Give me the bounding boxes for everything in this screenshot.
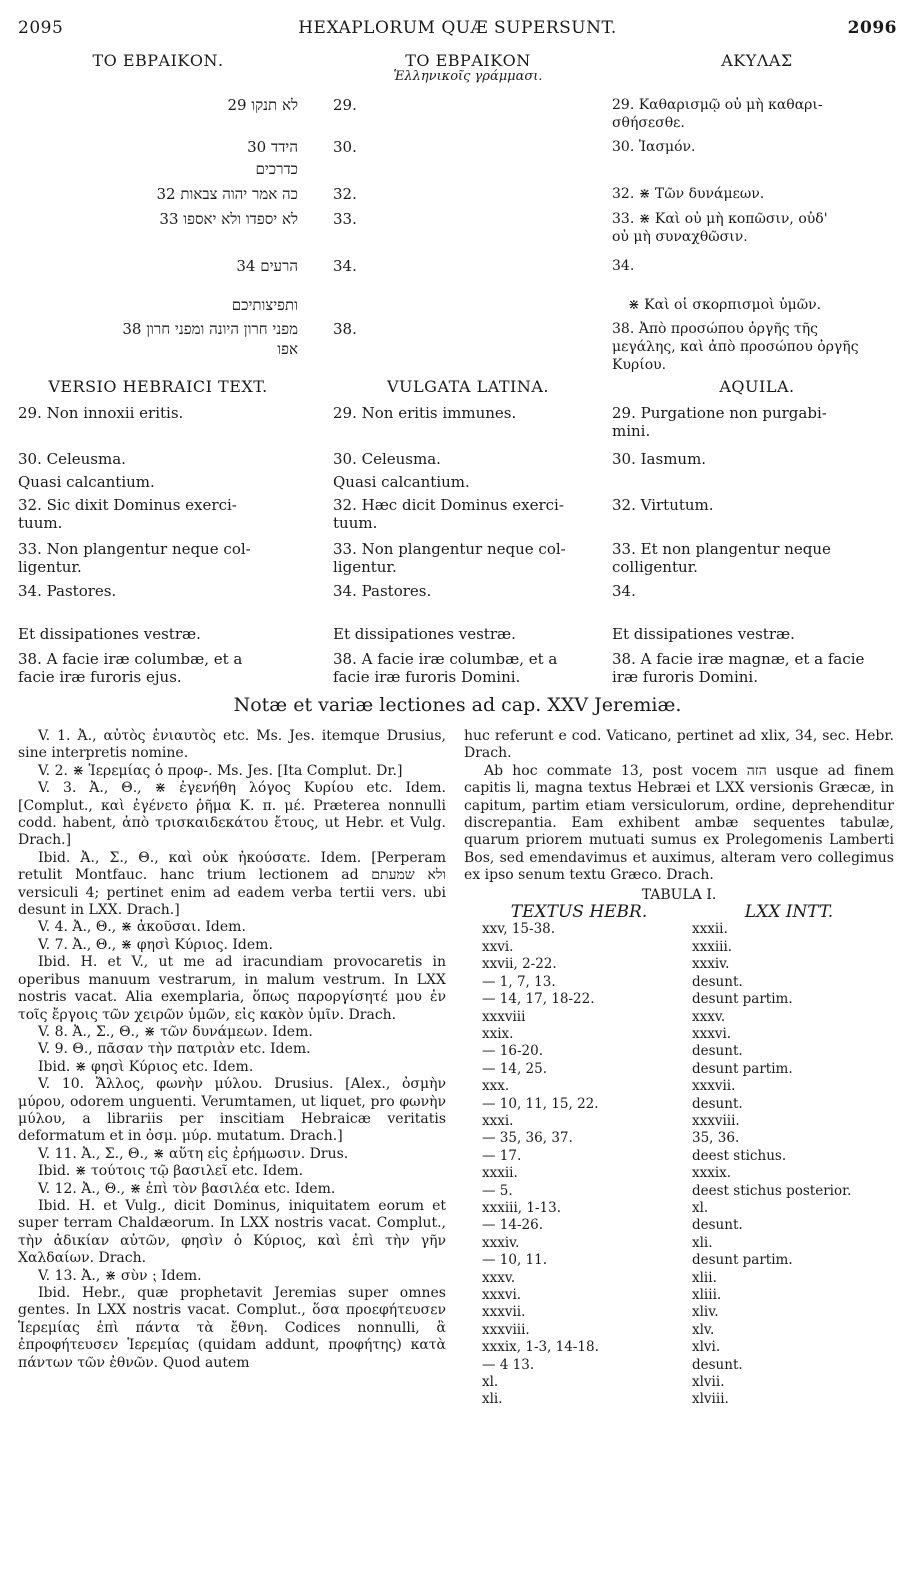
table-row — [464, 991, 894, 1008]
aquila-greek-line: σθήσεσθε. — [612, 115, 685, 131]
table-cell-lxx: desunt partim. — [692, 1060, 793, 1077]
note-paragraph: V. 8. Ἀ., Σ., Θ., ⋇ τῶν δυνάμεων. Idem. — [38, 1023, 313, 1040]
table-row — [464, 1252, 894, 1269]
translit-line: 33. — [333, 210, 357, 228]
table-row — [464, 1287, 894, 1304]
aquila-greek-column — [612, 52, 902, 70]
hebrew-line: מפני חרון היונה ומפני חרון 38 — [122, 320, 298, 338]
table-cell-lxx: deest stichus posterior. — [692, 1182, 852, 1199]
versio-line: tuum. — [18, 514, 63, 532]
table-cell-hebrew: xli. — [482, 1391, 503, 1408]
table-cell-lxx: deest stichus. — [692, 1147, 787, 1164]
table-cell-lxx: xli. — [692, 1234, 713, 1251]
table-cell-hebrew: xxxi. — [482, 1112, 514, 1129]
table-cell-lxx: 35, 36. — [692, 1130, 740, 1147]
table-row — [464, 1270, 894, 1287]
table-cell-lxx: xxxix. — [692, 1165, 732, 1182]
aquila-greek-line: 38. Ἀπὸ προσώπου ὀργῆς τῆς — [612, 321, 819, 337]
vulgata-line: 33. Non plangentur neque col- — [333, 540, 566, 558]
vulgata-line: facie iræ furoris Domini. — [333, 668, 521, 686]
table-row — [464, 1113, 894, 1130]
versio-line: 33. Non plangentur neque col- — [18, 540, 251, 558]
aquila-greek-line: 33. ⋇ Καὶ οὐ μὴ κοπῶσιν, οὐδ' — [612, 211, 828, 227]
vulgata-line: 34. Pastores. — [333, 582, 432, 600]
vulgata-line: tuum. — [333, 514, 378, 532]
translit-line: 32. — [333, 185, 357, 203]
table-col-lxx: LXX INTT. — [744, 902, 834, 923]
table-header — [464, 904, 894, 921]
table-cell-hebrew: xxxii. — [482, 1165, 518, 1182]
translit-column-head: ΤΟ ΕΒΡΑΙΚΟΝ — [405, 51, 531, 70]
versio-line: Quasi calcantium. — [18, 473, 155, 491]
table-cell-hebrew: xxxviii. — [482, 1321, 530, 1338]
note-paragraph: V. 11. Ἀ., Σ., Θ., ⋇ αὕτη εἰς ἐρήμωσιν. Drus. — [38, 1145, 349, 1162]
vulgata-line: Et dissipationes vestræ. — [333, 625, 516, 643]
table-cell-lxx: xliv. — [692, 1304, 719, 1321]
table-cell-hebrew: xxxv. — [482, 1269, 516, 1286]
table-cell-lxx: desunt partim. — [692, 991, 793, 1008]
aquila-greek-line: μεγάλης, καὶ ἀπὸ προσώπου ὀργῆς — [612, 339, 859, 355]
table-cell-lxx: xxxiii. — [692, 938, 733, 955]
versio-line: facie iræ furoris ejus. — [18, 668, 182, 686]
table-cell-hebrew: xxxvi. — [482, 1287, 522, 1303]
notes-left-column — [18, 728, 446, 1372]
aquila-greek-line: Κυρίου. — [612, 357, 667, 373]
note-paragraph: V. 13. Ἀ., ⋇ σὺν ⁏ Idem. — [38, 1267, 202, 1284]
table-cell-hebrew: — 1, 7, 13. — [482, 973, 556, 990]
table-row — [464, 1391, 894, 1408]
hebrew-line: כדרכים — [255, 160, 298, 178]
versio-line: 29. Non innoxii eritis. — [18, 404, 184, 422]
hebrew-column — [18, 52, 298, 70]
note-paragraph: V. 2. ⋇ Ἱερεμίας ὁ προφ-. Ms. Jes. [Ita Complut. Dr.] — [38, 762, 403, 779]
note-paragraph: V. 7. Ἀ., Θ., ⋇ φησὶ Κύριος. Idem. — [38, 936, 273, 953]
vulgata-line: Quasi calcantium. — [333, 473, 470, 491]
table-cell-hebrew: — 14, 25. — [482, 1060, 548, 1077]
note-paragraph: huc referunt e cod. Vaticano, pertinet ad xlix, 34, sec. Hebr. Drach. — [464, 728, 894, 762]
aquila-latin-line: Et dissipationes vestræ. — [612, 625, 795, 643]
table-cell-lxx: xxxiv. — [692, 956, 730, 973]
table-cell-hebrew: — 17. — [482, 1147, 522, 1164]
versio-line: 34. Pastores. — [18, 582, 117, 600]
table-row — [464, 1078, 894, 1095]
table-cell-hebrew: xxvii, 2-22. — [482, 956, 557, 973]
vulgata-line: 38. A facie iræ columbæ, et a — [333, 650, 558, 668]
note-paragraph: Ibid. H. et Vulg., dicit Dominus, iniquitatem eorum et super terram Chaldæorum. In LXX nostris vacat. Complut., τὴν ἀδικίαν αὐτῶν, φησὶν ὁ Κύριος, καὶ ἐπὶ τὴν γῆν Χαλδαίων. Drach. — [18, 1197, 446, 1267]
table-cell-hebrew: xxxviii — [482, 1008, 526, 1025]
translit-line: 30. — [333, 138, 357, 156]
aquila-latin-line: 38. A facie iræ magnæ, et a facie — [612, 650, 865, 668]
page-number-right: 2096 — [847, 18, 897, 38]
aquila-greek-line: οὐ μὴ συναχθῶσιν. — [612, 229, 748, 245]
table-cell-hebrew: — 10, 11, 15, 22. — [482, 1095, 599, 1112]
table-cell-lxx: desunt. — [692, 1356, 743, 1373]
table-cell-lxx: desunt. — [692, 1217, 743, 1234]
table-cell-lxx: desunt. — [692, 973, 743, 990]
table-cell-hebrew: xl. — [482, 1374, 499, 1391]
table-row — [464, 1217, 894, 1234]
versio-line: 38. A facie iræ columbæ, et a — [18, 650, 243, 668]
translit-column-subhead: Ἑλληνικοῖς γράμμασι. — [393, 69, 543, 84]
table-row — [464, 1148, 894, 1165]
table-col-hebrew: TEXTUS HEBR. — [510, 902, 648, 923]
table-row — [464, 1322, 894, 1339]
table-cell-hebrew: xxx. — [482, 1078, 510, 1095]
table-row — [464, 1339, 894, 1356]
hebrew-line: הידד 30 — [247, 138, 298, 156]
table-cell-lxx: xlii. — [692, 1269, 717, 1286]
translit-line: 29. — [333, 96, 357, 114]
table-row — [464, 956, 894, 973]
note-paragraph: V. 1. Ἀ., αὐτὸς ἐνιαυτὸς etc. Ms. Jes. itemque Drusius, sine interpretis nomine. — [18, 728, 446, 762]
table-row — [464, 939, 894, 956]
table-title: TABULA I. — [641, 886, 717, 903]
hebrew-line: לא תנקו 29 — [227, 96, 298, 114]
table-cell-hebrew: xxxvii. — [482, 1304, 526, 1321]
note-paragraph: V. 4. Ἀ., Θ., ⋇ ἀκοῦσαι. Idem. — [38, 919, 246, 936]
vulgata-line: 30. Celeusma. — [333, 450, 441, 468]
table-cell-lxx: xliii. — [692, 1287, 722, 1303]
table-cell-lxx: xlvi. — [692, 1339, 721, 1356]
note-paragraph: Ibid. ⋇ τούτοις τῷ βασιλεῖ etc. Idem. — [38, 1163, 304, 1180]
aquila-latin-line: colligentur. — [612, 558, 698, 576]
note-paragraph: V. 12. Ἀ., Θ., ⋇ ἐπὶ τὸν βασιλέα etc. Idem. — [38, 1180, 336, 1197]
table-cell-hebrew: — 35, 36, 37. — [482, 1130, 573, 1147]
aquila-greek-column-head: ΑΚΥΛΑΣ — [721, 51, 793, 70]
aquila-greek-line: 30. Ἰασμόν. — [612, 139, 696, 155]
note-paragraph: Ibid. Ἀ., Σ., Θ., καὶ οὐκ ἠκούσατε. Idem. [Perperam retulit Montfauc. hanc trium lectionem ad ולא שמעתם versiculi 4; pertinet enim ad eadem verba tertii vers. ubi desunt in LXX. Drach.] — [18, 849, 446, 919]
table-row — [464, 1374, 894, 1391]
notes-title: Notæ et variæ lectiones ad cap. XXV Jeremiæ. — [233, 694, 682, 716]
note-paragraph: V. 9. Θ., πᾶσαν τὴν πατριὰν etc. Idem. — [38, 1041, 311, 1058]
table-row — [464, 1357, 894, 1374]
vulgata-line: ligentur. — [333, 558, 397, 576]
table-row — [464, 1130, 894, 1147]
vulgata-line: 29. Non eritis immunes. — [333, 404, 517, 422]
hebrew-line: לא יספדו ולא יאספו 33 — [159, 210, 298, 228]
translit-column — [333, 52, 603, 84]
table-cell-hebrew: xxix. — [482, 1025, 514, 1042]
vulgata-column-head: VULGATA LATINA. — [387, 377, 549, 396]
versio-line: Et dissipationes vestræ. — [18, 625, 201, 643]
table-cell-lxx: desunt partim. — [692, 1252, 793, 1269]
note-paragraph: Ibid. H. et V., ut me ad iracundiam provocaretis in operibus manuum vestrarum, in malum vestrum. In LXX nostris vacat. Alia exemplaria, ὅπως παροργίσητέ μου ἐν τοῖς ἔργοις τῶν χειρῶν ὑμῶν, εἰς κακὸν ὑμῖν. Drach. — [18, 954, 446, 1023]
table-cell-lxx: desunt. — [692, 1095, 743, 1112]
notes-right-column — [464, 728, 894, 1409]
aquila-latin-column-head: AQUILA. — [719, 377, 795, 396]
aquila-latin-line: 33. Et non plangentur neque — [612, 540, 831, 558]
table-cell-lxx: desunt. — [692, 1043, 743, 1060]
aquila-greek-line: 32. ⋇ Τῶν δυνάμεων. — [612, 186, 765, 202]
versio-line: ligentur. — [18, 558, 82, 576]
table-row — [464, 1009, 894, 1026]
table-cell-lxx: xxxviii. — [692, 1112, 740, 1129]
table-cell-hebrew: — 14-26. — [482, 1217, 544, 1234]
table-cell-lxx: xxxii. — [692, 921, 728, 938]
table-cell-hebrew: xxv, 15-38. — [482, 921, 556, 938]
aquila-greek-line: ⋇ Καὶ οἱ σκορπισμοὶ ὑμῶν. — [628, 297, 822, 313]
table-row — [464, 1235, 894, 1252]
concordance-table — [464, 921, 894, 1408]
aquila-greek-line: 34. — [612, 258, 635, 274]
table-row — [464, 1200, 894, 1217]
table-row — [464, 1043, 894, 1060]
table-row — [464, 921, 894, 938]
table-cell-hebrew: xxxix, 1-3, 14-18. — [482, 1339, 599, 1356]
table-cell-hebrew: xxvi. — [482, 938, 514, 955]
table-cell-lxx: xlvii. — [692, 1374, 725, 1391]
aquila-latin-line: 32. Virtutum. — [612, 496, 714, 514]
note-paragraph: Ibid. Hebr., quæ prophetavit Jeremias super omnes gentes. In LXX nostris vacat. Complut., ὅσα προεφήτευσεν Ἱερεμίας ἐπὶ πάντα τὰ ἔθνη. Codices nonnulli, ἃ ἐπροφήτευσεν Ἱερεμίας (quidam addunt, προφήτης) κατὰ πάντων τῶν ἐθνῶν. Quod autem — [18, 1285, 446, 1371]
table-cell-lxx: xxxv. — [692, 1008, 726, 1025]
table-row — [464, 1026, 894, 1043]
table-cell-lxx: xl. — [692, 1199, 709, 1216]
table-cell-hebrew: — 5. — [482, 1182, 513, 1199]
table-row — [464, 1183, 894, 1200]
running-title: HEXAPLORUM QUÆ SUPERSUNT. — [298, 18, 617, 38]
versio-column-head: VERSIO HEBRAICI TEXT. — [48, 377, 268, 396]
vulgata-line: 32. Hæc dicit Dominus exerci- — [333, 496, 564, 514]
table-row — [464, 974, 894, 991]
translit-line: 34. — [333, 257, 357, 275]
table-cell-hebrew: xxxiii, 1-13. — [482, 1199, 561, 1216]
note-paragraph: V. 3. Ἀ., Θ., ⋇ ἐγενήθη λόγος Κυρίου etc. Idem. [Complut., καὶ ἐγένετο ῥῆμα Κ. π. μέ. Præterea nonnulli codd. habent, ἀπὸ τρισκαιδεκάτου ἔτους, ut Hebr. et Vulg. Drach.] — [18, 780, 446, 849]
note-paragraph: V. 10. Ἄλλος, φωνὴν μύλου. Drusius. [Alex., ὀσμὴν μύρου, odorem unguenti. Verumtamen, ut liquet, pro φωνὴν μύλου, a librariis per inscitiam Hebraicæ veritatis deformatum et in ὀσμ. μύρ. mutatum. Drach.] — [18, 1076, 446, 1145]
versio-line: 30. Celeusma. — [18, 450, 126, 468]
translit-line: 38. — [333, 320, 357, 338]
table-cell-lxx: xxxvi. — [692, 1025, 732, 1042]
aquila-latin-line: 34. — [612, 582, 636, 600]
table-row — [464, 1304, 894, 1321]
table-cell-lxx: xlv. — [692, 1321, 715, 1338]
aquila-latin-line: 30. Iasmum. — [612, 450, 707, 468]
table-cell-lxx: xlviii. — [692, 1391, 729, 1408]
aquila-latin-line: mini. — [612, 422, 651, 440]
aquila-greek-line: 29. Καθαρισμῷ οὐ μὴ καθαρι- — [612, 97, 823, 113]
hebrew-column-head: ΤΟ ΕΒΡΑΙΚΟΝ. — [92, 51, 224, 70]
hebrew-line: אפו — [277, 340, 298, 358]
hebrew-line: כה אמר יהוה צבאות 32 — [156, 185, 298, 203]
aquila-latin-line: iræ furoris Domini. — [612, 668, 758, 686]
hebrew-line: ותפיצותיכם — [231, 296, 298, 314]
note-paragraph: Ab hoc commate 13, post vocem הזה usque ad finem capitis li, magna textus Hebræi et LXX versionis Græcæ, in capitum, partim etiam versiculorum, ordine, deprehenditur discrepantia. Eam exhibent ambæ sequentes tabulæ, quarum priorem mutuati sumus ex Prolegomenis Lamberti Bos, sed emendavimus et auximus, alteram vero collegimus ex ipso senum textu Græco. Drach. — [464, 762, 895, 884]
table-cell-lxx: xxxvii. — [692, 1078, 736, 1095]
table-row — [464, 1096, 894, 1113]
table-cell-hebrew: — 10, 11. — [482, 1252, 548, 1269]
table-cell-hebrew: — 4 13. — [482, 1356, 535, 1373]
table-cell-hebrew: — 14, 17, 18-22. — [482, 991, 595, 1008]
table-row — [464, 1165, 894, 1182]
table-cell-hebrew: — 16-20. — [482, 1043, 544, 1060]
aquila-latin-line: 29. Purgatione non purgabi- — [612, 404, 827, 422]
hebrew-line: הרעים 34 — [236, 257, 298, 275]
versio-line: 32. Sic dixit Dominus exerci- — [18, 496, 237, 514]
page-number-left: 2095 — [18, 18, 64, 38]
note-paragraph: Ibid. ⋇ φησὶ Κύριος etc. Idem. — [38, 1058, 254, 1075]
table-cell-hebrew: xxxiv. — [482, 1234, 520, 1251]
table-row — [464, 1061, 894, 1078]
